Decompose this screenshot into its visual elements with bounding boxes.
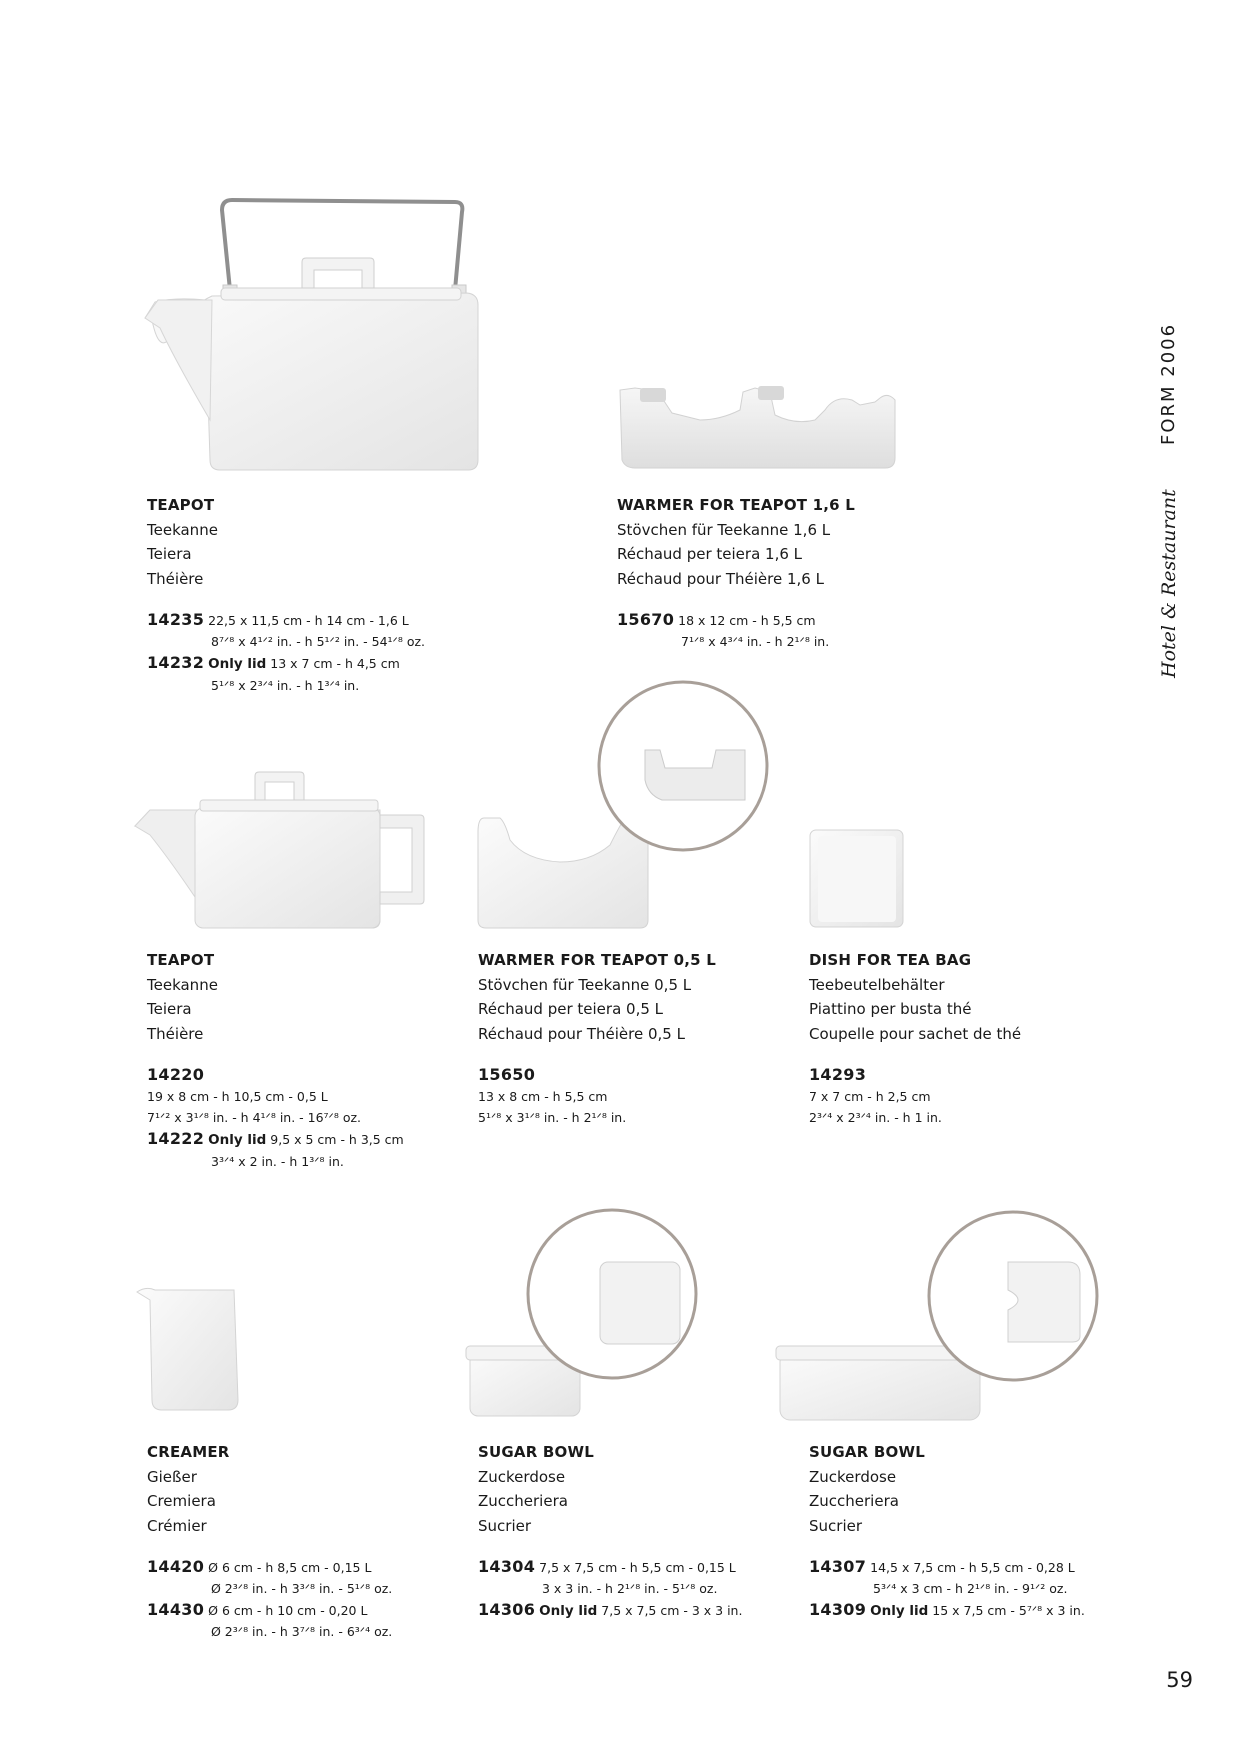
spec-imperial: 7¹ᐟ⁸ x 4³ᐟ⁴ in. - h 2¹ᐟ⁸ in. <box>681 634 830 649</box>
article-code: 15650 <box>478 1065 536 1084</box>
product-name-de: Gießer <box>147 1467 197 1486</box>
product-title: CREAMER <box>147 1443 230 1461</box>
product-name-fr: Théière <box>147 1024 204 1043</box>
spec-row <box>617 609 1037 652</box>
spec-metric: Ø 6 cm - h 8,5 cm - 0,15 L <box>208 1560 372 1575</box>
spec-imperial: 5¹ᐟ⁸ x 2³ᐟ⁴ in. - h 1³ᐟ⁴ in. <box>211 678 360 693</box>
product-teabag-dish <box>809 948 1129 1128</box>
spec-metric: 13 x 8 cm - h 5,5 cm <box>478 1089 608 1104</box>
spec-metric: 7,5 x 7,5 cm - 3 x 3 in. <box>601 1603 743 1618</box>
spec-row <box>147 609 567 696</box>
spec-imperial: 3 x 3 in. - h 2¹ᐟ⁸ in. - 5¹ᐟ⁸ oz. <box>542 1581 718 1596</box>
product-title: TEAPOT <box>147 496 215 514</box>
spec-metric: 15 x 7,5 cm - 5⁷ᐟ⁸ x 3 in. <box>932 1603 1085 1618</box>
spec-metric: 19 x 8 cm - h 10,5 cm - 0,5 L <box>147 1089 328 1104</box>
spec-metric: 18 x 12 cm - h 5,5 cm <box>678 613 816 628</box>
product-warmer-large <box>617 493 1037 652</box>
product-name-de: Zuckerdose <box>478 1467 566 1486</box>
product-name-fr: Sucrier <box>809 1516 863 1535</box>
article-code: 14235 <box>147 610 205 629</box>
article-code: 14232 <box>147 653 205 672</box>
product-title: DISH FOR TEA BAG <box>809 951 972 969</box>
product-teapot-large <box>147 493 567 696</box>
product-sugar-bowl-large <box>809 1440 1139 1622</box>
spec-row <box>147 1556 467 1642</box>
product-name-de: Teebeutelbehälter <box>809 975 945 994</box>
spec-metric: 7,5 x 7,5 cm - h 5,5 cm - 0,15 L <box>539 1560 736 1575</box>
article-code: 14222 <box>147 1129 205 1148</box>
article-code: 14309 <box>809 1600 867 1619</box>
product-name-it: Zuccheriera <box>478 1492 568 1510</box>
spec-metric: 7 x 7 cm - h 2,5 cm <box>809 1089 931 1104</box>
only-lid-label: Only lid <box>870 1603 929 1619</box>
spec-metric: Ø 6 cm - h 10 cm - 0,20 L <box>208 1603 368 1618</box>
product-name-it: Réchaud per teiera 1,6 L <box>617 545 803 563</box>
spec-row <box>478 1064 798 1128</box>
product-name-it: Teiera <box>147 1000 192 1018</box>
product-name-it: Zuccheriera <box>809 1492 899 1510</box>
sugar-bowl-large-image <box>0 0 1 1</box>
product-name-fr: Réchaud pour Théière 0,5 L <box>478 1024 685 1043</box>
article-code: 14420 <box>147 1557 205 1576</box>
only-lid-label: Only lid <box>208 1132 267 1148</box>
article-code: 14220 <box>147 1065 205 1084</box>
spec-metric: 14,5 x 7,5 cm - h 5,5 cm - 0,28 L <box>870 1560 1075 1575</box>
only-lid-label: Only lid <box>208 656 267 672</box>
spec-row <box>147 1064 467 1172</box>
product-title: WARMER FOR TEAPOT 1,6 L <box>617 496 855 514</box>
article-code: 14430 <box>147 1600 205 1619</box>
product-title: SUGAR BOWL <box>478 1443 594 1461</box>
product-name-de: Stövchen für Teekanne 0,5 L <box>478 975 692 994</box>
article-code: 14304 <box>478 1557 536 1576</box>
product-teapot-small <box>147 948 467 1172</box>
spec-row <box>809 1064 1129 1128</box>
product-creamer <box>147 1440 467 1642</box>
side-title-form: FORM 2006 <box>1158 322 1179 445</box>
product-name-it: Cremiera <box>147 1492 216 1510</box>
product-name-it: Teiera <box>147 545 192 563</box>
product-name-fr: Crémier <box>147 1516 207 1535</box>
product-name-de: Teekanne <box>147 520 218 539</box>
article-code: 14293 <box>809 1065 867 1084</box>
spec-imperial: 8⁷ᐟ⁸ x 4¹ᐟ² in. - h 5¹ᐟ² in. - 54¹ᐟ⁸ oz. <box>211 634 426 649</box>
product-title: TEAPOT <box>147 951 215 969</box>
product-name-fr: Sucrier <box>478 1516 532 1535</box>
side-title-hotel: Hotel & Restaurant <box>1158 489 1180 678</box>
spec-imperial: 3³ᐟ⁴ x 2 in. - h 1³ᐟ⁸ in. <box>211 1154 344 1169</box>
product-title: SUGAR BOWL <box>809 1443 925 1461</box>
product-name-fr: Théière <box>147 569 204 588</box>
spec-imperial: 5¹ᐟ⁸ x 3¹ᐟ⁸ in. - h 2¹ᐟ⁸ in. <box>478 1110 627 1125</box>
spec-imperial: 5³ᐟ⁴ x 3 cm - h 2¹ᐟ⁸ in. - 9¹ᐟ² oz. <box>873 1581 1068 1596</box>
spec-row <box>478 1556 808 1622</box>
product-warmer-small <box>478 948 798 1128</box>
product-name-fr: Coupelle pour sachet de thé <box>809 1024 1022 1043</box>
product-name-fr: Réchaud pour Théière 1,6 L <box>617 569 824 588</box>
spec-metric: 13 x 7 cm - h 4,5 cm <box>270 656 400 671</box>
product-title: WARMER FOR TEAPOT 0,5 L <box>478 951 716 969</box>
product-name-it: Réchaud per teiera 0,5 L <box>478 1000 664 1018</box>
spec-metric: 22,5 x 11,5 cm - h 14 cm - 1,6 L <box>208 613 409 628</box>
spec-row <box>809 1556 1139 1622</box>
spec-imperial: Ø 2³ᐟ⁸ in. - h 3³ᐟ⁸ in. - 5¹ᐟ⁸ oz. <box>211 1581 393 1596</box>
only-lid-label: Only lid <box>539 1603 598 1619</box>
product-name-de: Teekanne <box>147 975 218 994</box>
product-name-de: Stövchen für Teekanne 1,6 L <box>617 520 831 539</box>
spec-imperial: Ø 2³ᐟ⁸ in. - h 3⁷ᐟ⁸ in. - 6³ᐟ⁴ oz. <box>211 1624 393 1639</box>
product-name-it: Piattino per busta thé <box>809 1000 972 1018</box>
product-name-de: Zuckerdose <box>809 1467 897 1486</box>
spec-imperial: 7¹ᐟ² x 3¹ᐟ⁸ in. - h 4¹ᐟ⁸ in. - 16⁷ᐟ⁸ oz. <box>147 1110 362 1125</box>
spec-imperial: 2³ᐟ⁴ x 2³ᐟ⁴ in. - h 1 in. <box>809 1110 942 1125</box>
page-number: 59 <box>1166 1668 1193 1692</box>
article-code: 15670 <box>617 610 675 629</box>
product-sugar-bowl-small <box>478 1440 808 1622</box>
article-code: 14307 <box>809 1557 867 1576</box>
spec-metric: 9,5 x 5 cm - h 3,5 cm <box>270 1132 404 1147</box>
article-code: 14306 <box>478 1600 536 1619</box>
